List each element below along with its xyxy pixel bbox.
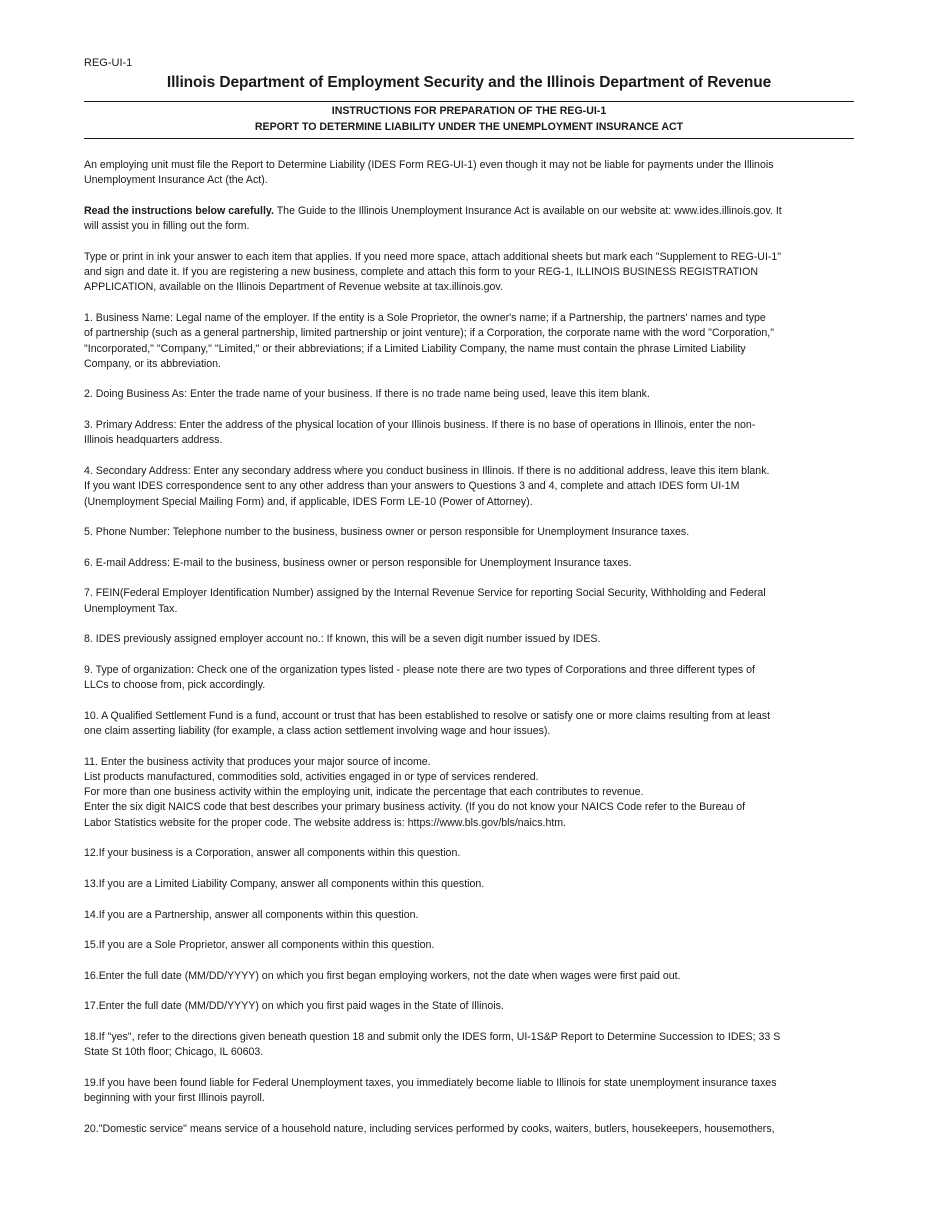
intro-paragraph-3 [84, 250, 854, 296]
item-10-qualified-settlement-fund [84, 709, 854, 740]
read-carefully-bold: Read the instructions below carefully. [84, 204, 274, 217]
text-line: 10. A Qualified Settlement Fund is a fund, account or trust that has been established to resolve or satisfy one or more claims resulting from at least [84, 709, 771, 722]
instructions-heading-line2: REPORT TO DETERMINE LIABILITY UNDER THE UNEMPLOYMENT INSURANCE ACT [254, 120, 684, 133]
text-line: and sign and date it. If you are registering a new business, complete and attach this form to your REG-1, ILLINOIS BUSINESS REGISTRATION [84, 266, 758, 279]
text-line: Unemployment Insurance Act (the Act). [84, 174, 268, 187]
item-11-business-activity [84, 755, 854, 831]
text-line: of partnership (such as a general partnership, limited partnership or joint venture); if a Corporation, the corporate name with the word "Corporation," [84, 327, 774, 340]
text-line: Type or print in ink your answer to each item that applies. If you need more space, attach additional sheets but mark each "Supplement to REG-UI-1" [84, 250, 782, 263]
text-line: 13.If you are a Limited Liability Company, answer all components within this question. [84, 877, 485, 890]
text-line: 9. Type of organization: Check one of the organization types listed - please note there are two types of Corporations and three different types of [84, 663, 755, 676]
text-line: Labor Statistics website for the proper code. The website address is: https://www.bls.gov/bls/naics.htm. [84, 816, 567, 829]
text-line: 20."Domestic service" means service of a household nature, including services performed by cooks, waiters, butlers, housekeepers, housemothers, [84, 1122, 775, 1135]
text-line: 3. Primary Address: Enter the address of the physical location of your Illinois business. If there is no base of operations in Illinois, enter the non- [84, 419, 756, 432]
item-2-doing-business-as [84, 387, 854, 402]
text-line: will assist you in filling out the form. [84, 220, 250, 233]
text-line: Unemployment Tax. [84, 602, 178, 615]
document-title: Illinois Department of Employment Security and the Illinois Department of Revenue [166, 74, 772, 91]
item-7-fein [84, 586, 854, 617]
text-line: An employing unit must file the Report to Determine Liability (IDES Form REG-UI-1) even though it may not be liable for payments under the Illinois [84, 159, 774, 171]
text-line: Enter the six digit NAICS code that best describes your primary business activity. (If you do not know your NAICS Code refer to the Bureau of [84, 801, 746, 814]
text-line: 1. Business Name: Legal name of the employer. If the entity is a Sole Proprietor, the owner's name; if a Partnership, the partners' names and type [84, 311, 766, 324]
text-line: 6. E-mail Address: E-mail to the business, business owner or person responsible for Unemployment Insurance taxes. [84, 556, 632, 569]
text-line: 5. Phone Number: Telephone number to the business, business owner or person responsible for Unemployment Insurance taxes. [84, 526, 690, 539]
header-rule-top [84, 101, 854, 102]
text-line: 17.Enter the full date (MM/DD/YYYY) on which you first paid wages in the State of Illinois. [84, 1000, 504, 1013]
text-line: "Incorporated," "Company," "Limited," or their abbreviations; if a Limited Liability Company, the name must contain the phrase Limited Liability [84, 342, 746, 355]
text-line: 19.If you have been found liable for Federal Unemployment taxes, you immediately become liable to Illinois for state unemployment insurance taxes [84, 1076, 777, 1089]
text-line: 7. FEIN(Federal Employer Identification Number) assigned by the Internal Revenue Service for reporting Social Security, Withholding and Federal [84, 587, 766, 600]
item-17-wages-date [84, 999, 854, 1014]
intro-paragraph-1 [84, 158, 854, 189]
item-4-secondary-address [84, 464, 854, 510]
item-18-succession [84, 1030, 854, 1061]
item-8-account-number [84, 632, 854, 647]
text-line: For more than one business activity within the employing unit, indicate the percentage that each contributes to revenue. [84, 786, 644, 799]
text-line: If you want IDES correspondence sent to any other address than your answers to Questions 3 and 4, complete and attach IDES form UI-1M [84, 480, 740, 493]
item-5-phone-number [84, 525, 854, 540]
text-line: APPLICATION, available on the Illinois Department of Revenue website at tax.illinois.gov. [84, 281, 503, 294]
text-line: List products manufactured, commodities sold, activities engaged in or type of services rendered. [84, 770, 539, 783]
item-19-federal-liability [84, 1076, 854, 1107]
text-line: one claim asserting liability (for example, a class action settlement involving wage and hour issues). [84, 724, 551, 737]
text-line: 16.Enter the full date (MM/DD/YYYY) on which you first began employing workers, not the date when wages were first paid out. [84, 969, 681, 982]
text-line: 11. Enter the business activity that produces your major source of income. [84, 755, 431, 768]
text-line: (Unemployment Special Mailing Form) and, if applicable, IDES Form LE-10 (Power of Attorney). [84, 495, 533, 508]
item-13-llc [84, 877, 854, 892]
item-3-primary-address [84, 418, 854, 449]
text-line: 18.If "yes", refer to the directions given beneath question 18 and submit only the IDES form, UI-1S&P Report to Determine Succession to IDES; 33 S [84, 1030, 781, 1043]
text-line: State St 10th floor; Chicago, IL 60603. [84, 1046, 264, 1059]
text-line: beginning with your first Illinois payroll. [84, 1092, 265, 1105]
text-line: 15.If you are a Sole Proprietor, answer all components within this question. [84, 939, 435, 952]
text-line: The Guide to the Illinois Unemployment Insurance Act is available on our website at: www.ides.illinois.gov. It [273, 204, 782, 217]
item-12-corporation [84, 846, 854, 861]
text-line: 8. IDES previously assigned employer account no.: If known, this will be a seven digit number issued by IDES. [84, 633, 601, 646]
item-9-organization-type [84, 663, 854, 694]
item-15-sole-proprietor [84, 938, 854, 953]
item-20-domestic-service [84, 1122, 854, 1137]
instructions-heading [84, 104, 854, 135]
instructions-heading-line1: INSTRUCTIONS FOR PREPARATION OF THE REG-UI-1 [331, 105, 607, 117]
item-1-business-name [84, 311, 854, 372]
document-page [84, 56, 854, 1137]
item-6-email-address [84, 556, 854, 571]
text-line: Illinois headquarters address. [84, 434, 223, 447]
text-line: 4. Secondary Address: Enter any secondary address where you conduct business in Illinois. If there is no additional address, leave this item blank. [84, 464, 770, 477]
text-line: 2. Doing Business As: Enter the trade name of your business. If there is no trade name being used, leave this item blank. [84, 388, 650, 401]
item-16-employing-date [84, 969, 854, 984]
text-line: LLCs to choose from, pick accordingly. [84, 679, 266, 692]
form-id: REG-UI-1 [84, 57, 133, 69]
text-line: 14.If you are a Partnership, answer all components within this question. [84, 908, 419, 921]
intro-paragraph-2 [84, 204, 854, 235]
item-14-partnership [84, 908, 854, 923]
text-line: Company, or its abbreviation. [84, 357, 221, 370]
text-line: 12.If your business is a Corporation, answer all components within this question. [84, 847, 461, 860]
